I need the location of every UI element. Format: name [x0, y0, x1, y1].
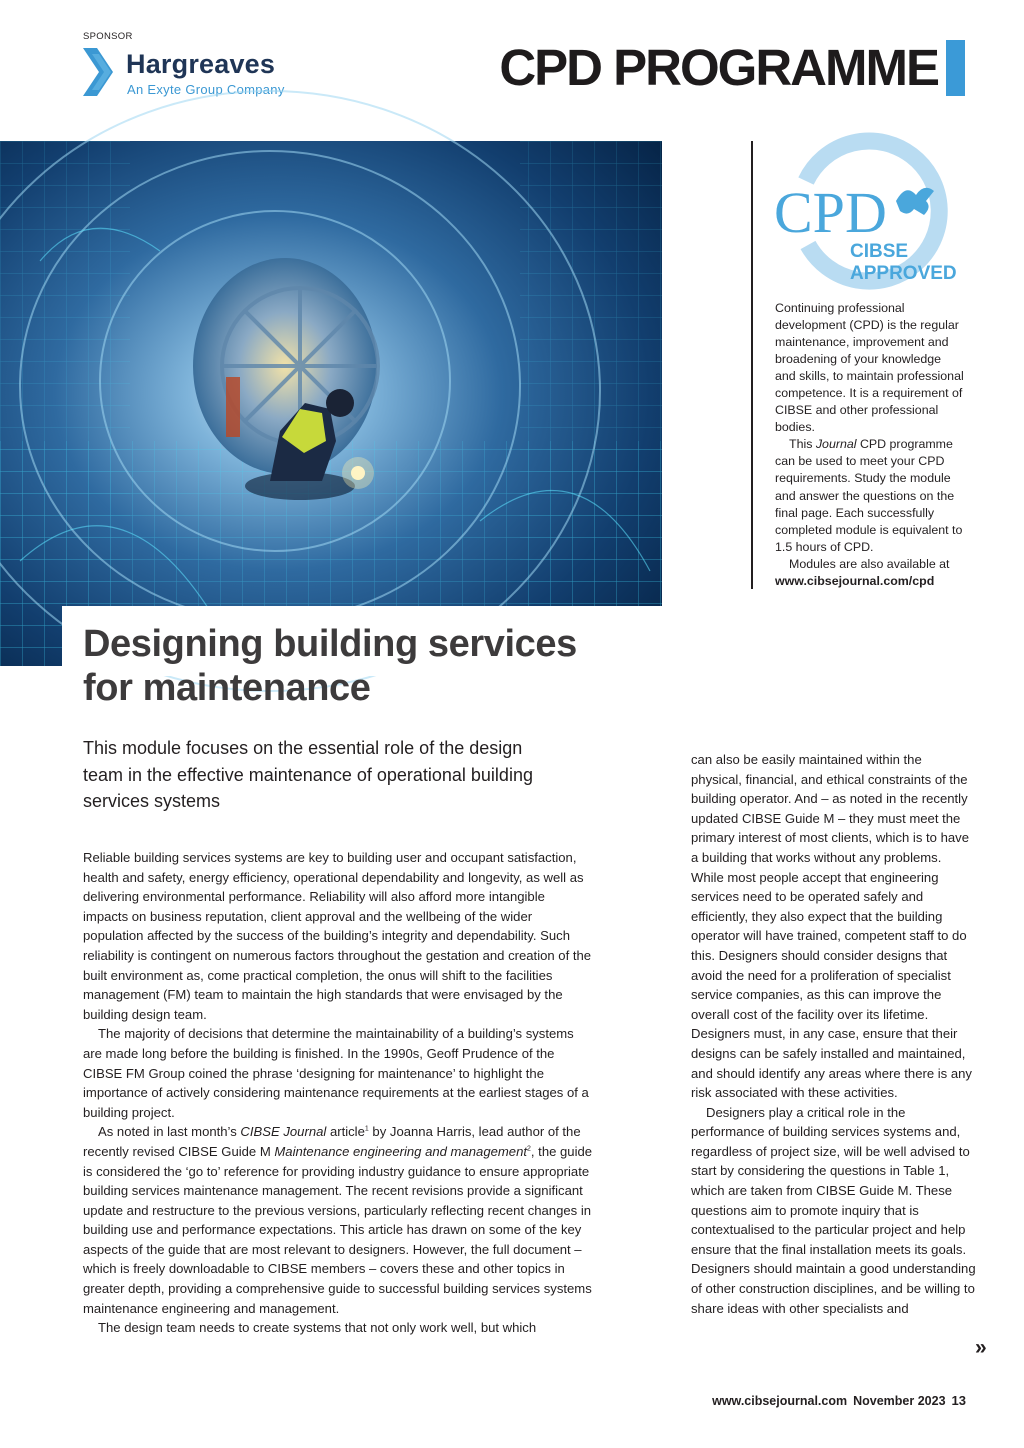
body-column-right [691, 750, 976, 1318]
body-paragraph: As noted in last month’s CIBSE Journal article$^1$ by Joanna Harris, lead author of the recently revised CIBSE Guide M Maintenance engineering and management$^2$, the guide is considered the ‘go to’ reference for providing industry guidance to ensure appropriate building services maintenance management. The recent revisions provide a significant update and restructure to the previous versions, particularly reflecting recent changes in building use and performance expectations. This article has drawn on some of the key aspects of the guide that are most relevant to designers. However, the full document – which is freely downloadable to CIBSE members – covers these and other topics in greater depth, providing a comprehensive guide to successful building services systems maintenance engineering and management. [83, 1124, 593, 1316]
cpd-cibse-approved-logo-icon [770, 141, 957, 286]
body-paragraph: Designers play a critical role in the performance of building services systems and, regardless of project size, will be well advised to start by considering the questions in Table 1, which are taken from CIBSE Guide M. These questions aim to promote inquiry that is contextualised to the particular project and help ensure that the final installation meets its goals. Designers should maintain a good understanding of other construction disciplines, and be willing to share ideas with other specialists and [691, 1104, 976, 1316]
body-column-left [83, 848, 593, 1338]
brand-name: Hargreaves [126, 49, 276, 79]
body-paragraph: The majority of decisions that determine the maintainability of a building’s systems are made long before the building is finished. In the 1990s, Geoff Prudence of the CIBSE FM Group coined the phrase ‘designing for maintenance’ to highlight the importance of actively considering maintenance requirements at the earliest stages of a building project. [83, 1026, 589, 1120]
page-footer [712, 1393, 966, 1408]
sidebar-text [775, 300, 965, 590]
hargreaves-chevron-logo-icon [83, 48, 117, 96]
masthead-title: CPD PROGRAMME [499, 39, 938, 96]
cpd-modules-link[interactable]: www.cibsejournal.com/cpd [775, 573, 935, 588]
hero-image [0, 141, 662, 666]
body-paragraph: can also be easily maintained within the physical, financial, and ethical constraints of the building operator. And – as noted in the recently updated CIBSE Guide M – they must meet the primary interest of most clients, which is to have a building that works without any problems. While most people accept that engineering services need to be operated safely and efficiently, they also expect that the building operator will have trained, competent staff to do this. Designers should consider designs that avoid the need for a proliferation of specialist service companies, as this can improve the overall cost of the facility over its lifetime. Designers must, in any case, ensure that their designs can be safely installed and maintained, and should identify any areas where there is any risk associated with these activities. [691, 752, 972, 1101]
sidebar-paragraph: This Journal CPD programme can be used to meet your CPD requirements. Study the module and answer the questions on the final page. Each successfully completed module is equivalent to 1.5 hours of CPD. [775, 437, 963, 554]
footer-url[interactable]: www.cibsejournal.com [712, 1394, 848, 1408]
sidebar-paragraph: Continuing professional development (CPD) is the regular maintenance, improvement and broadening of your knowledge and skills, to maintain professional competence. It is a requirement of CIBSE and other professional bodies. [775, 301, 964, 435]
continue-arrow-icon: » [975, 1336, 987, 1359]
sidebar-paragraph: Modules are also available at [789, 556, 950, 571]
body-paragraph: The design team needs to create systems that not only work well, but which [98, 1320, 537, 1336]
footer-date: November 2023 [853, 1394, 946, 1408]
sidebar-divider [751, 141, 753, 589]
article-standfirst: This module focuses on the essential role of the design team in the effective maintenance of operational building services systems [83, 738, 533, 811]
body-paragraph: Reliable building services systems are key to building user and occupant satisfaction, health and safety, energy efficiency, operational dependability and longevity, as well as delivering environmental performance. Reliability will also afford more intangible impacts on business reputation, client approval and the wellbeing of the wider population affected by the success of the building’s integrity and dependability. Such reliability is contingent on numerous factors throughout the gestation and creation of the built environment as, come practical completion, the onus will shift to the facilities management (FM) team to maintain the high standards that were envisaged by the building design team. [83, 850, 592, 1022]
page-number: 13 [951, 1393, 966, 1408]
article-title: Designing building services for maintenance [83, 623, 577, 709]
svg-text:APPROVED: APPROVED [850, 263, 957, 284]
svg-text:CIBSE: CIBSE [850, 241, 909, 262]
masthead-accent-bar [946, 40, 965, 96]
tunnel-welding-illustration [0, 141, 662, 666]
sponsor-label: SPONSOR [83, 31, 133, 42]
brand-tagline: An Exyte Group Company [127, 82, 285, 97]
svg-text:CPD: CPD [774, 180, 887, 245]
